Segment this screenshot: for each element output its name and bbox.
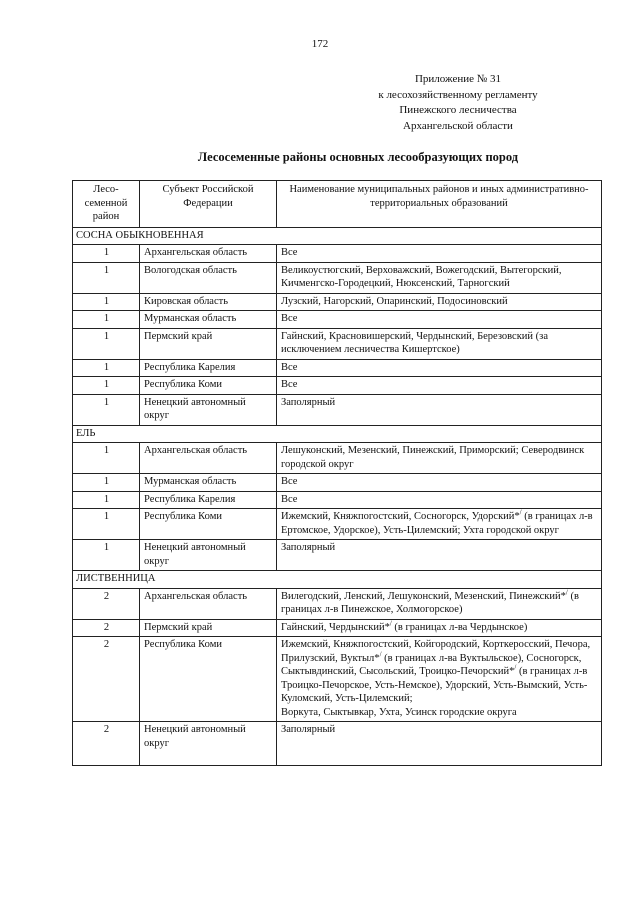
areas-cell [277, 637, 602, 722]
district-cell: 1 [73, 377, 140, 395]
table-row [73, 245, 602, 263]
areas-text: Ижемский, Княжпогостский, Койгородский, Корткеросский, Печора, Прилузский, Вуктыл* [281, 639, 591, 664]
subject-cell: Пермский край [140, 619, 277, 637]
table-row [73, 293, 602, 311]
table-row [73, 443, 602, 474]
subject-cell: Республика Коми [140, 637, 277, 722]
areas-cell: Все [277, 377, 602, 395]
appendix-line-1: Приложение № 31 [414, 73, 502, 85]
section-row-spruce [73, 425, 602, 443]
table-row [73, 540, 602, 571]
table-row [73, 474, 602, 492]
header-subject: Субъект Российской Федерации [140, 181, 277, 228]
district-cell: 2 [73, 588, 140, 619]
areas-text: (в границах л-ва Чердынское) [391, 621, 528, 633]
district-cell: 1 [73, 509, 140, 540]
district-cell: 1 [73, 474, 140, 492]
seed-districts-table [72, 180, 602, 766]
footnote-mark: / [514, 663, 517, 672]
subject-cell: Республика Коми [140, 509, 277, 540]
areas-cell: Гайнский, Красновишерский, Чердынский, Березовский (за исключением лесничества Кишертское) [277, 328, 602, 359]
subject-cell: Ненецкий автономный округ [140, 394, 277, 425]
footnote-mark: / [565, 588, 568, 596]
areas-cell: Великоустюгский, Верховажский, Вожегодский, Вытегорский, Кичменгско-Городецкий, Нюксенский, Тарногский [277, 262, 602, 293]
appendix-line-4: Архангельской области [403, 119, 513, 132]
header-district: Лесо-семенной район [73, 181, 140, 228]
table-row [73, 619, 602, 637]
table-row [73, 491, 602, 509]
subject-cell: Республика Карелия [140, 491, 277, 509]
footnote-mark: / [379, 650, 382, 658]
section-name: СОСНА ОБЫКНОВЕННАЯ [73, 227, 602, 245]
subject-cell: Архангельская область [140, 245, 277, 263]
section-row-pine [73, 227, 602, 245]
district-cell: 2 [73, 722, 140, 766]
areas-cell [277, 619, 602, 637]
district-cell: 1 [73, 540, 140, 571]
subject-cell: Архангельская область [140, 588, 277, 619]
subject-cell: Пермский край [140, 328, 277, 359]
subject-cell: Мурманская область [140, 474, 277, 492]
areas-text: (в границах л-ва Вуктыльское), Сосногорск, Сыктывдинский, Сысольский, Троицко-Печорский* [281, 652, 582, 677]
subject-cell: Кировская область [140, 293, 277, 311]
district-cell: 2 [73, 619, 140, 637]
areas-text: Воркута, Сыктывкар, Ухта, Усинск городские округа [281, 706, 517, 718]
areas-cell: Заполярный [277, 722, 602, 766]
district-cell: 1 [73, 311, 140, 329]
areas-cell: Все [277, 245, 602, 263]
subject-cell: Вологодская область [140, 262, 277, 293]
areas-cell: Заполярный [277, 540, 602, 571]
district-cell: 1 [73, 443, 140, 474]
page-number: 172 [311, 38, 329, 50]
section-name: ЛИСТВЕННИЦА [73, 571, 602, 589]
district-cell: 1 [73, 491, 140, 509]
areas-text: (в границах л-в Троицко-Печорское, Усть-Немское), Удорский, Усть-Вымский, Усть-Куломский, Усть-Цилемский; [281, 666, 588, 704]
areas-text: (в границах л-в Ертомское, Удорское), Усть-Цилемский; Ухта городской округ [281, 511, 593, 536]
subject-cell: Мурманская область [140, 311, 277, 329]
areas-cell: Лузский, Нагорский, Опаринский, Подосиновский [277, 293, 602, 311]
table-header-row [73, 181, 602, 228]
subject-cell: Республика Коми [140, 377, 277, 395]
district-cell: 1 [73, 245, 140, 263]
subject-cell: Архангельская область [140, 443, 277, 474]
table-row [73, 394, 602, 425]
table-row [73, 637, 602, 722]
appendix-line-3: Пинежского лесничества [399, 104, 517, 116]
table-row [73, 262, 602, 293]
section-row-larch [73, 571, 602, 589]
footnote-mark: / [519, 508, 522, 517]
table-row [73, 359, 602, 377]
areas-cell [277, 509, 602, 540]
areas-cell: Все [277, 359, 602, 377]
areas-cell: Лешуконский, Мезенский, Пинежский, Приморский; Северодвинск городской округ [277, 443, 602, 474]
areas-text: Вилегодский, Ленский, Лешуконский, Мезенский, Пинежский* [281, 590, 566, 602]
table-row [73, 509, 602, 540]
areas-text: Гайнский, Чердынский* [281, 621, 390, 633]
areas-text: Ижемский, Княжпогостский, Сосногорск, Удорский* [281, 511, 520, 522]
areas-cell [277, 588, 602, 619]
table-row [73, 328, 602, 359]
district-cell: 1 [73, 359, 140, 377]
table-row [73, 377, 602, 395]
table-row [73, 722, 602, 766]
table-row [73, 588, 602, 619]
subject-cell: Республика Карелия [140, 359, 277, 377]
district-cell: 1 [73, 262, 140, 293]
footnote-mark: / [389, 619, 392, 627]
table-row [73, 311, 602, 329]
areas-cell: Все [277, 474, 602, 492]
section-name: ЕЛЬ [73, 425, 602, 443]
district-cell: 2 [73, 637, 140, 722]
areas-cell: Заполярный [277, 394, 602, 425]
subject-cell: Ненецкий автономный округ [140, 722, 277, 766]
district-cell: 1 [73, 328, 140, 359]
document-title: Лесосеменные районы основных лесообразующих пород [197, 150, 519, 164]
areas-cell: Все [277, 491, 602, 509]
areas-text: (в границах л-в Пинежское, Холмогорское) [281, 590, 579, 615]
district-cell: 1 [73, 293, 140, 311]
appendix-line-2: к лесохозяйственному регламенту [378, 88, 538, 101]
appendix-header [338, 72, 578, 134]
areas-cell: Все [277, 311, 602, 329]
header-areas: Наименование муниципальных районов и иных административно-территориальных образований [277, 181, 602, 228]
subject-cell: Ненецкий автономный округ [140, 540, 277, 571]
district-cell: 1 [73, 394, 140, 425]
